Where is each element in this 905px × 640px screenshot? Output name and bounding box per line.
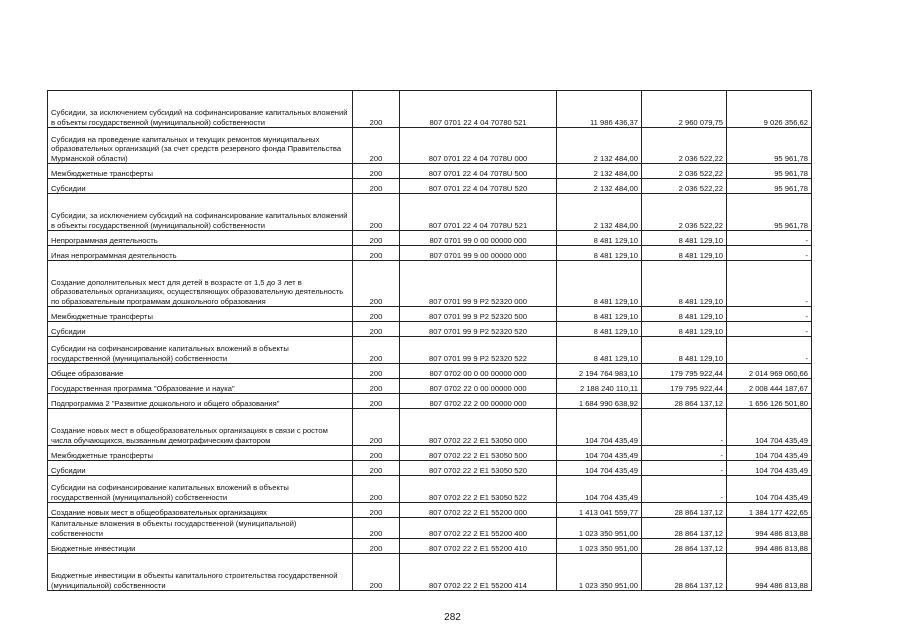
row-executed-cell: 8 481 129,10 <box>642 337 727 364</box>
row-code-cell: 200 <box>353 379 400 394</box>
row-unexecuted-cell: 2 008 444 187,67 <box>727 379 812 394</box>
budget-execution-table <box>47 90 812 591</box>
row-approved-cell: 8 481 129,10 <box>557 231 642 246</box>
row-name-cell: Непрограммная деятельность <box>48 231 353 246</box>
row-executed-cell: 28 864 137,12 <box>642 518 727 539</box>
page-number: 282 <box>444 612 461 623</box>
row-executed-cell: 179 795 922,44 <box>642 364 727 379</box>
row-code-cell: 200 <box>353 307 400 322</box>
row-unexecuted-cell: 95 961,78 <box>727 179 812 194</box>
row-unexecuted-cell: 994 486 813,88 <box>727 539 812 554</box>
row-classification-cell: 807 0702 22 2 E1 53050 522 <box>400 476 557 503</box>
row-code-cell: 200 <box>353 364 400 379</box>
row-name-cell: Межбюджетные трансферты <box>48 446 353 461</box>
row-unexecuted-cell: 104 704 435,49 <box>727 461 812 476</box>
row-code-cell: 200 <box>353 539 400 554</box>
row-code-cell: 200 <box>353 91 400 128</box>
row-executed-cell: - <box>642 409 727 446</box>
row-executed-cell: - <box>642 476 727 503</box>
row-classification-cell: 807 0702 22 2 E1 55200 410 <box>400 539 557 554</box>
row-executed-cell: - <box>642 461 727 476</box>
row-executed-cell: 2 036 522,22 <box>642 194 727 231</box>
row-executed-cell: 2 036 522,22 <box>642 128 727 164</box>
row-code-cell: 200 <box>353 409 400 446</box>
row-classification-cell: 807 0702 00 0 00 00000 000 <box>400 364 557 379</box>
row-name-cell: Создание новых мест в общеобразовательных организациях <box>48 503 353 518</box>
row-unexecuted-cell: 104 704 435,49 <box>727 446 812 461</box>
table-row <box>48 246 812 261</box>
table-row <box>48 446 812 461</box>
table-row <box>48 379 812 394</box>
row-approved-cell: 104 704 435,49 <box>557 446 642 461</box>
row-unexecuted-cell: 95 961,78 <box>727 128 812 164</box>
row-approved-cell: 104 704 435,49 <box>557 461 642 476</box>
row-approved-cell: 2 188 240 110,11 <box>557 379 642 394</box>
row-unexecuted-cell: 994 486 813,88 <box>727 554 812 591</box>
table-row <box>48 394 812 409</box>
row-executed-cell: 28 864 137,12 <box>642 503 727 518</box>
row-executed-cell: 2 036 522,22 <box>642 164 727 179</box>
row-code-cell: 200 <box>353 179 400 194</box>
row-name-cell: Субсидии <box>48 179 353 194</box>
table-row <box>48 91 812 128</box>
table-row <box>48 194 812 231</box>
row-approved-cell: 104 704 435,49 <box>557 476 642 503</box>
row-executed-cell: 179 795 922,44 <box>642 379 727 394</box>
table-row <box>48 322 812 337</box>
table-row <box>48 409 812 446</box>
row-approved-cell: 1 413 041 559,77 <box>557 503 642 518</box>
row-executed-cell: 2 960 079,75 <box>642 91 727 128</box>
row-unexecuted-cell: - <box>727 337 812 364</box>
table-row <box>48 337 812 364</box>
row-approved-cell: 8 481 129,10 <box>557 261 642 307</box>
row-name-cell: Субсидии <box>48 322 353 337</box>
row-executed-cell: 28 864 137,12 <box>642 554 727 591</box>
row-unexecuted-cell: 1 656 126 501,80 <box>727 394 812 409</box>
row-classification-cell: 807 0701 99 9 00 00000 000 <box>400 246 557 261</box>
row-classification-cell: 807 0702 22 2 E1 55200 000 <box>400 503 557 518</box>
row-classification-cell: 807 0701 99 9 P2 52320 522 <box>400 337 557 364</box>
row-code-cell: 200 <box>353 476 400 503</box>
row-classification-cell: 807 0702 22 2 E1 53050 520 <box>400 461 557 476</box>
row-code-cell: 200 <box>353 337 400 364</box>
row-name-cell: Бюджетные инвестиции <box>48 539 353 554</box>
row-classification-cell: 807 0701 99 9 P2 52320 000 <box>400 261 557 307</box>
row-approved-cell: 2 132 484,00 <box>557 164 642 179</box>
row-unexecuted-cell: 95 961,78 <box>727 194 812 231</box>
table-row <box>48 503 812 518</box>
row-unexecuted-cell: 95 961,78 <box>727 164 812 179</box>
row-code-cell: 200 <box>353 128 400 164</box>
row-approved-cell: 1 023 350 951,00 <box>557 518 642 539</box>
row-unexecuted-cell: - <box>727 307 812 322</box>
table-row <box>48 128 812 164</box>
row-name-cell: Бюджетные инвестиции в объекты капитального строительства государственной (муниципальной) собственности <box>48 554 353 591</box>
row-unexecuted-cell: 994 486 813,88 <box>727 518 812 539</box>
row-executed-cell: 8 481 129,10 <box>642 322 727 337</box>
row-approved-cell: 2 132 484,00 <box>557 194 642 231</box>
table-row <box>48 231 812 246</box>
row-unexecuted-cell: - <box>727 231 812 246</box>
row-unexecuted-cell: - <box>727 246 812 261</box>
row-classification-cell: 807 0702 22 2 E1 55200 400 <box>400 518 557 539</box>
table-row <box>48 164 812 179</box>
row-code-cell: 200 <box>353 194 400 231</box>
row-code-cell: 200 <box>353 394 400 409</box>
row-code-cell: 200 <box>353 461 400 476</box>
row-classification-cell: 807 0701 99 9 P2 52320 520 <box>400 322 557 337</box>
row-classification-cell: 807 0701 99 9 P2 52320 500 <box>400 307 557 322</box>
row-unexecuted-cell: 104 704 435,49 <box>727 409 812 446</box>
row-classification-cell: 807 0701 22 4 04 7078U 521 <box>400 194 557 231</box>
row-approved-cell: 8 481 129,10 <box>557 322 642 337</box>
row-code-cell: 200 <box>353 261 400 307</box>
table-row <box>48 518 812 539</box>
row-name-cell: Межбюджетные трансферты <box>48 164 353 179</box>
row-classification-cell: 807 0701 22 4 04 7078U 500 <box>400 164 557 179</box>
row-approved-cell: 2 194 764 983,10 <box>557 364 642 379</box>
row-unexecuted-cell: - <box>727 261 812 307</box>
row-approved-cell: 2 132 484,00 <box>557 128 642 164</box>
row-executed-cell: 28 864 137,12 <box>642 394 727 409</box>
row-executed-cell: - <box>642 446 727 461</box>
row-approved-cell: 1 684 990 638,92 <box>557 394 642 409</box>
row-name-cell: Общее образование <box>48 364 353 379</box>
row-approved-cell: 8 481 129,10 <box>557 337 642 364</box>
row-classification-cell: 807 0702 22 2 E1 53050 500 <box>400 446 557 461</box>
table-row <box>48 461 812 476</box>
table-row <box>48 476 812 503</box>
row-code-cell: 200 <box>353 246 400 261</box>
row-classification-cell: 807 0702 22 2 00 00000 000 <box>400 394 557 409</box>
row-approved-cell: 11 986 436,37 <box>557 91 642 128</box>
table-row <box>48 539 812 554</box>
table-row <box>48 261 812 307</box>
row-name-cell: Субсидии, за исключением субсидий на софинансирование капитальных вложений в объекты государственной (муниципальной) собственности <box>48 194 353 231</box>
row-name-cell: Создание дополнительных мест для детей в возрасте от 1,5 до 3 лет в образовательных организациях, осуществляющих образовательную деятельность по образовательным программам дошкольного образования <box>48 261 353 307</box>
row-unexecuted-cell: 1 384 177 422,65 <box>727 503 812 518</box>
row-name-cell: Субсидии на софинансирование капитальных вложений в объекты государственной (муниципальной) собственности <box>48 337 353 364</box>
row-name-cell: Субсидия на проведение капитальных и текущих ремонтов муниципальных образовательных организаций (за счет средств резервного фонда Правительства Мурманской области) <box>48 128 353 164</box>
table-row <box>48 554 812 591</box>
row-executed-cell: 8 481 129,10 <box>642 231 727 246</box>
row-name-cell: Капитальные вложения в объекты государственной (муниципальной) собственности <box>48 518 353 539</box>
row-executed-cell: 8 481 129,10 <box>642 246 727 261</box>
row-classification-cell: 807 0701 22 4 04 7078U 520 <box>400 179 557 194</box>
row-executed-cell: 2 036 522,22 <box>642 179 727 194</box>
row-executed-cell: 8 481 129,10 <box>642 261 727 307</box>
row-classification-cell: 807 0702 22 2 E1 53050 000 <box>400 409 557 446</box>
row-unexecuted-cell: 104 704 435,49 <box>727 476 812 503</box>
row-executed-cell: 28 864 137,12 <box>642 539 727 554</box>
table-body <box>48 91 812 591</box>
row-name-cell: Государственная программа "Образование и наука" <box>48 379 353 394</box>
row-code-cell: 200 <box>353 322 400 337</box>
row-name-cell: Субсидии, за исключением субсидий на софинансирование капитальных вложений в объекты государственной (муниципальной) собственности <box>48 91 353 128</box>
row-classification-cell: 807 0702 22 2 E1 55200 414 <box>400 554 557 591</box>
row-name-cell: Подпрограмма 2 "Развитие дошкольного и общего образования" <box>48 394 353 409</box>
row-classification-cell: 807 0701 99 0 00 00000 000 <box>400 231 557 246</box>
table-row <box>48 179 812 194</box>
row-code-cell: 200 <box>353 554 400 591</box>
row-classification-cell: 807 0701 22 4 04 7078U 000 <box>400 128 557 164</box>
table-row <box>48 364 812 379</box>
row-approved-cell: 1 023 350 951,00 <box>557 554 642 591</box>
row-code-cell: 200 <box>353 518 400 539</box>
row-unexecuted-cell: 9 026 356,62 <box>727 91 812 128</box>
row-approved-cell: 104 704 435,49 <box>557 409 642 446</box>
row-code-cell: 200 <box>353 231 400 246</box>
row-classification-cell: 807 0701 22 4 04 70780 521 <box>400 91 557 128</box>
row-name-cell: Субсидии на софинансирование капитальных вложений в объекты государственной (муниципальной) собственности <box>48 476 353 503</box>
row-code-cell: 200 <box>353 446 400 461</box>
table-row <box>48 307 812 322</box>
row-name-cell: Субсидии <box>48 461 353 476</box>
row-approved-cell: 1 023 350 951,00 <box>557 539 642 554</box>
row-code-cell: 200 <box>353 164 400 179</box>
row-unexecuted-cell: - <box>727 322 812 337</box>
row-name-cell: Иная непрограммная деятельность <box>48 246 353 261</box>
row-name-cell: Создание новых мест в общеобразовательных организациях в связи с ростом числа обучающихся, вызванным демографическим фактором <box>48 409 353 446</box>
row-unexecuted-cell: 2 014 969 060,66 <box>727 364 812 379</box>
row-approved-cell: 2 132 484,00 <box>557 179 642 194</box>
row-approved-cell: 8 481 129,10 <box>557 307 642 322</box>
row-approved-cell: 8 481 129,10 <box>557 246 642 261</box>
row-code-cell: 200 <box>353 503 400 518</box>
row-name-cell: Межбюджетные трансферты <box>48 307 353 322</box>
row-executed-cell: 8 481 129,10 <box>642 307 727 322</box>
row-classification-cell: 807 0702 22 0 00 00000 000 <box>400 379 557 394</box>
